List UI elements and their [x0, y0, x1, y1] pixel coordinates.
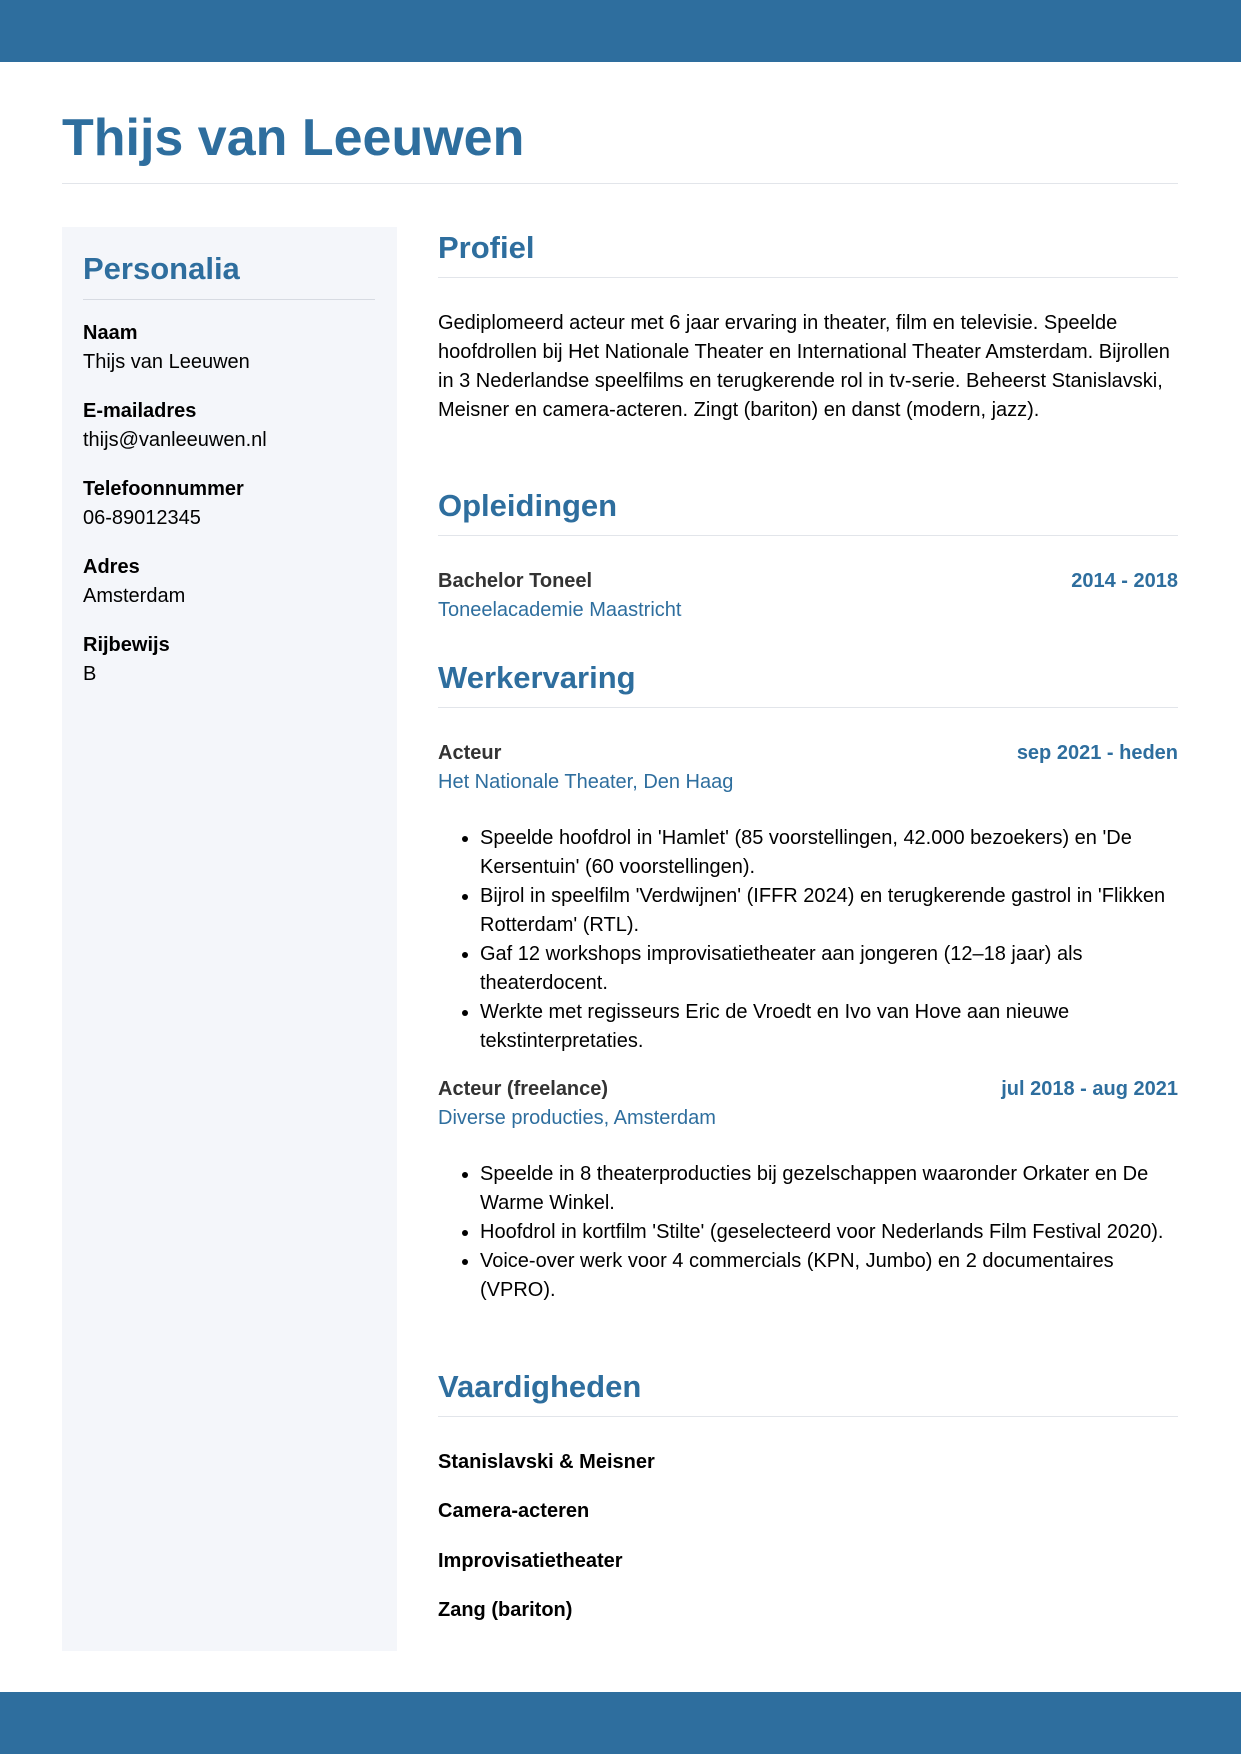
job-achievements [438, 1160, 1178, 1305]
skill-item: Zang (bariton) [438, 1599, 573, 1621]
list-item: • Speelde hoofdrol in 'Hamlet' (85 voorstellingen, 42.000 bezoekers) en 'De Kersentuin' (60 voorstellingen). [480, 824, 1178, 882]
skills-heading: Vaardigheden [438, 1369, 642, 1404]
field-label: Rijbewijs [83, 634, 170, 656]
skills-divider [438, 1416, 1178, 1417]
list-item: • Speelde in 8 theaterproducties bij gezelschappen waaronder Orkater en De Warme Winkel. [480, 1160, 1178, 1218]
field-license [83, 631, 375, 689]
list-item: • Bijrol in speelfilm 'Verdwijnen' (IFFR 2024) en terugkerende gastrol in 'Flikken Rotterdam' (RTL). [480, 882, 1178, 940]
skill-item: Improvisatietheater [438, 1550, 623, 1572]
title-divider [62, 183, 1178, 184]
profile-text: Gediplomeerd acteur met 6 jaar ervaring in theater, film en televisie. Speelde hoofdrollen bij Het Nationale Theater en International Theater Amsterdam. Bijrollen in 3 Nederlandse speelfilms en terugkerende rol in tv-serie. Beheerst Stanislavski, Meisner en camera-acteren. Zingt (bariton) en danst (modern, jazz). [438, 312, 1170, 421]
list-item: • Hoofdrol in kortfilm 'Stilte' (geselecteerd voor Nederlands Film Festival 2020). [480, 1218, 1178, 1247]
profile-divider [438, 277, 1178, 278]
header-bar [0, 0, 1241, 62]
field-label: Adres [83, 556, 140, 578]
field-value: 06-89012345 [83, 507, 201, 529]
skill-item: Camera-acteren [438, 1500, 590, 1522]
field-phone [83, 475, 375, 533]
profile-heading: Profiel [438, 230, 535, 265]
list-item: • Voice-over werk voor 4 commercials (KPN, Jumbo) en 2 documentaires (VPRO). [480, 1247, 1178, 1305]
field-address [83, 553, 375, 611]
education-title: Bachelor Toneel [438, 570, 593, 592]
job-employer: Diverse producties, Amsterdam [438, 1107, 716, 1129]
experience-heading: Werkervaring [438, 660, 636, 695]
field-value: B [83, 663, 97, 685]
personal-info-sidebar [62, 227, 397, 1651]
sidebar-heading: Personalia [83, 251, 240, 286]
field-label: Naam [83, 322, 138, 344]
job-title: Acteur [438, 742, 502, 764]
list-item: • Werkte met regisseurs Eric de Vroedt en Ivo van Hove aan nieuwe tekstinterpretaties. [480, 998, 1178, 1056]
education-institution: Toneelacademie Maastricht [438, 599, 682, 621]
skill-item: Stanislavski & Meisner [438, 1451, 655, 1473]
job-date: jul 2018 - aug 2021 [1001, 1078, 1178, 1100]
job-date: sep 2021 - heden [1016, 742, 1178, 764]
education-heading: Opleidingen [438, 488, 618, 523]
job-employer: Het Nationale Theater, Den Haag [438, 771, 734, 793]
footer-bar [0, 1692, 1241, 1754]
field-label: Telefoonnummer [83, 478, 244, 500]
field-email [83, 397, 375, 455]
field-name [83, 319, 375, 377]
education-date: 2014 - 2018 [1071, 570, 1178, 592]
field-value: thijs@vanleeuwen.nl [83, 429, 267, 451]
page-title: Thijs van Leeuwen [62, 109, 525, 167]
job-title: Acteur (freelance) [438, 1078, 609, 1100]
job-achievements [438, 824, 1178, 1056]
experience-divider [438, 707, 1178, 708]
field-value: Amsterdam [83, 585, 186, 607]
field-label: E-mailadres [83, 400, 197, 422]
list-item: • Gaf 12 workshops improvisatietheater aan jongeren (12–18 jaar) als theaterdocent. [480, 940, 1178, 998]
field-value: Thijs van Leeuwen [83, 351, 250, 373]
education-divider [438, 535, 1178, 536]
sidebar-divider [83, 299, 375, 300]
